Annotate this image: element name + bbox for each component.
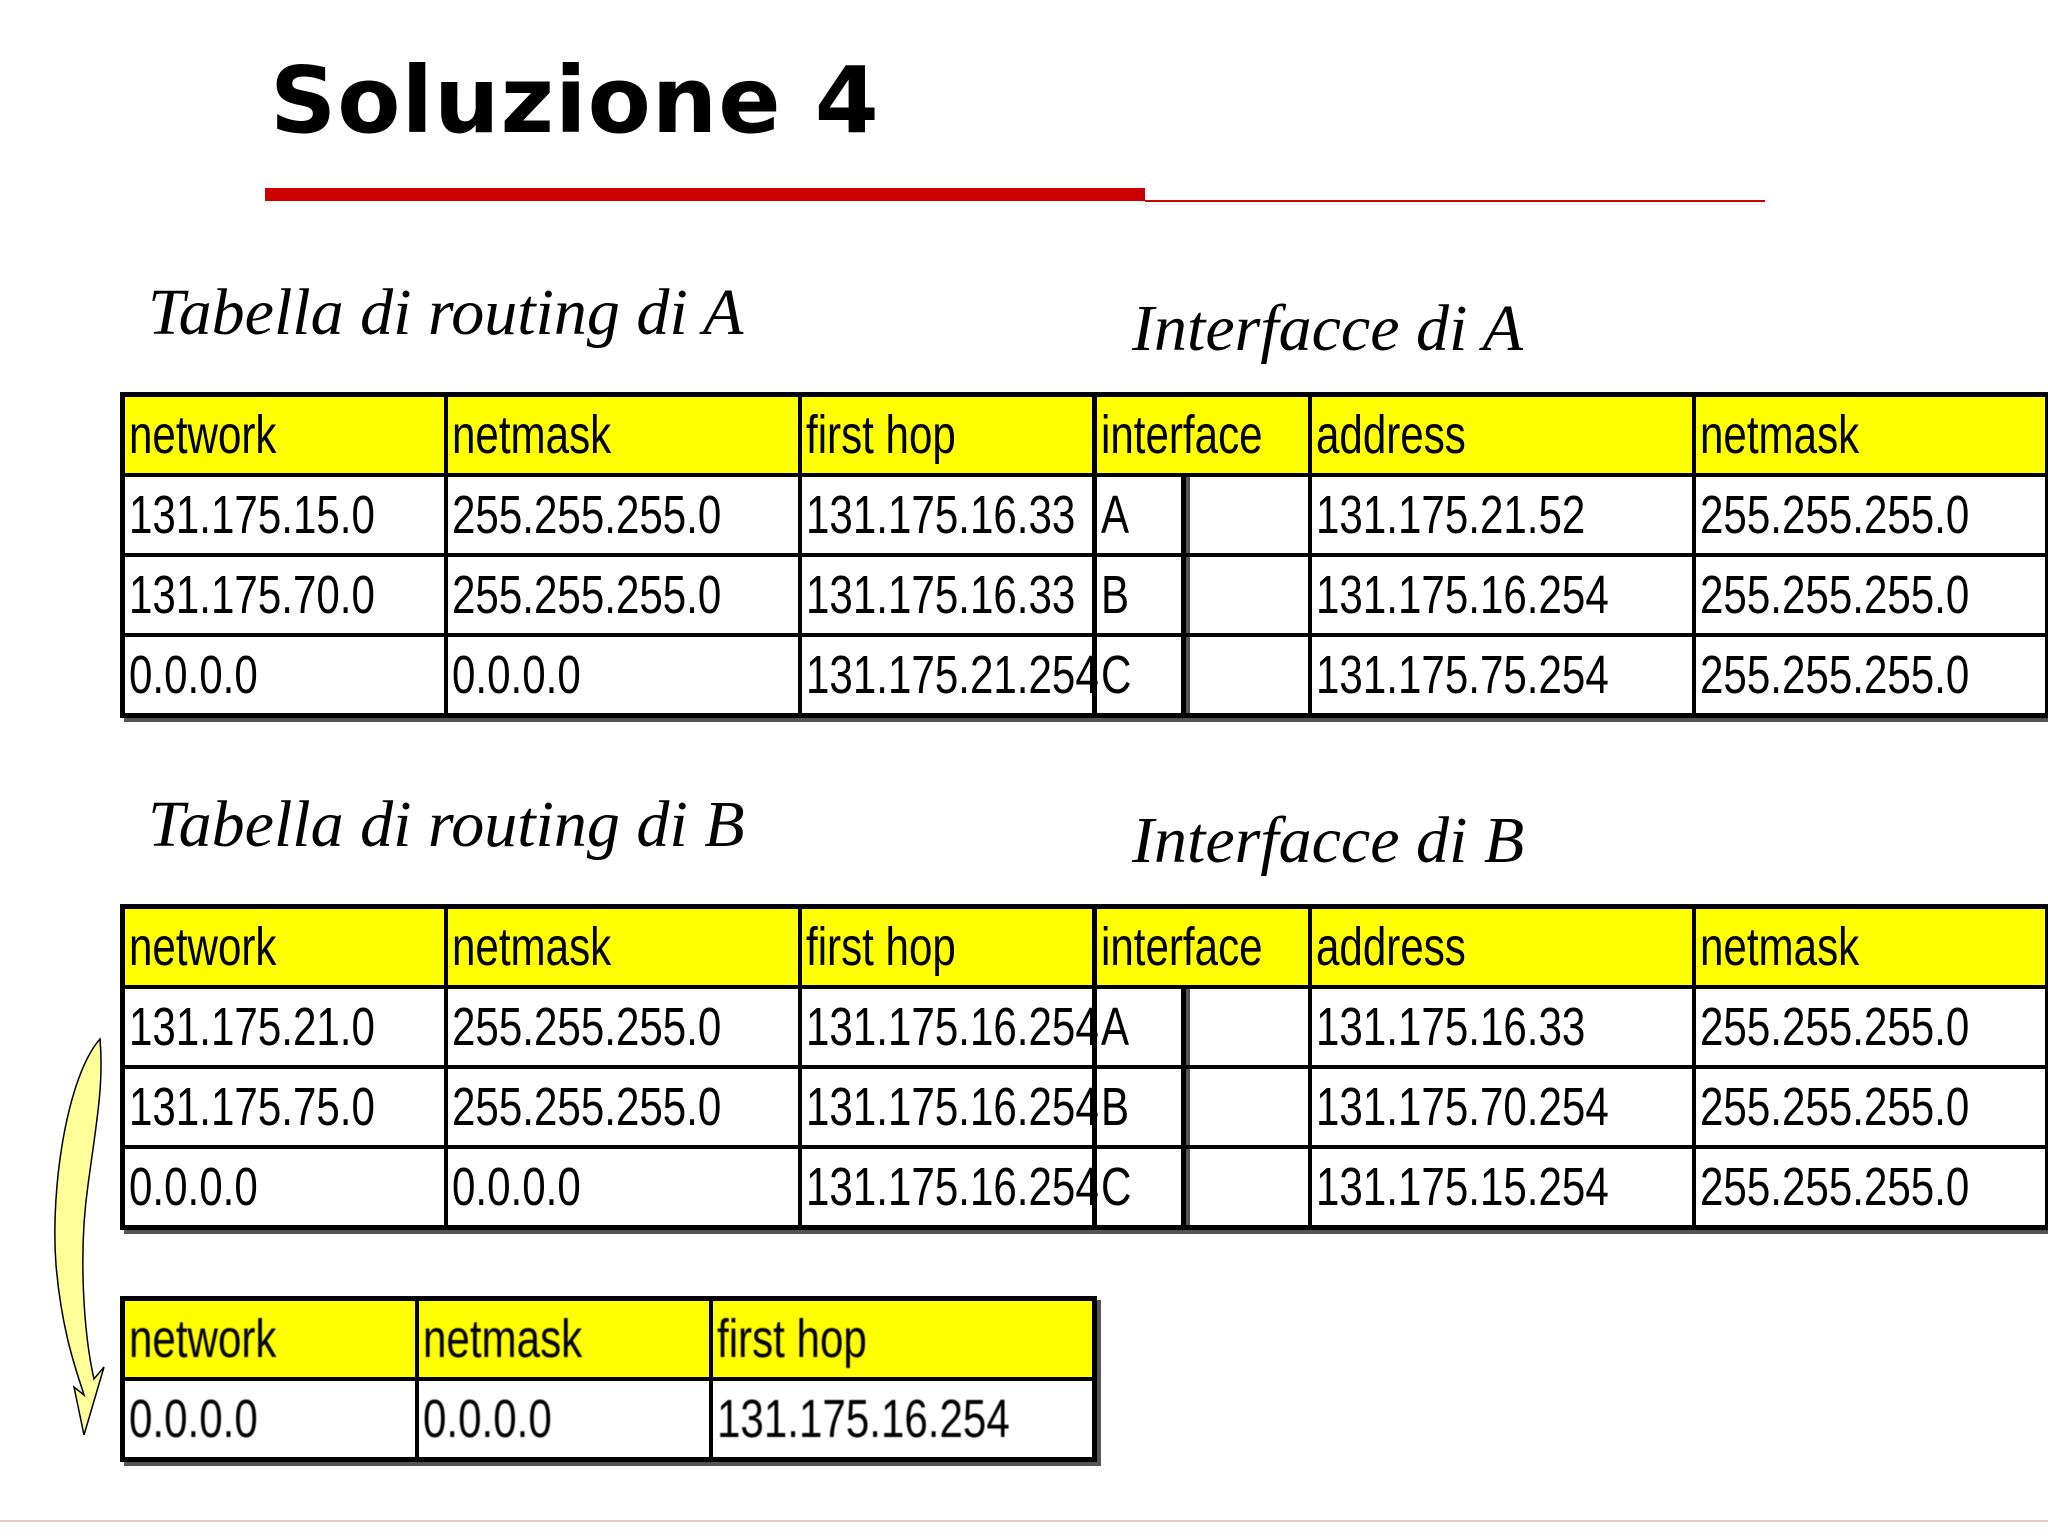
table-header-row xyxy=(123,907,1184,988)
table-cell: C xyxy=(1095,1147,1311,1228)
table-cell: 131.175.16.33 xyxy=(800,475,1184,555)
table-header-row xyxy=(1095,395,2048,476)
title-underline-thin xyxy=(1145,200,1765,202)
header-cell: netmask xyxy=(417,1299,711,1380)
table-cell: 255.255.255.0 xyxy=(1694,475,2048,555)
header-cell: netmask xyxy=(446,395,799,476)
table-header-row xyxy=(123,395,1184,476)
interfaces-table-b xyxy=(1092,904,2048,1230)
table-row xyxy=(123,635,1184,716)
header-cell: netmask xyxy=(1694,395,2048,476)
table-row xyxy=(123,1067,1184,1147)
table-cell: 0.0.0.0 xyxy=(123,1379,418,1460)
routing-table-b-caption: Tabella di routing di B xyxy=(148,788,745,861)
table-row xyxy=(1095,635,2048,716)
table-cell: 131.175.16.33 xyxy=(1310,987,1693,1067)
table-cell: 255.255.255.0 xyxy=(446,475,799,555)
routing-table-a xyxy=(120,392,1186,718)
table-cell: 0.0.0.0 xyxy=(417,1379,711,1460)
header-cell: address xyxy=(1310,395,1693,476)
table-row xyxy=(123,1147,1184,1228)
table-cell: 131.175.16.254 xyxy=(1310,555,1693,635)
table-cell: 131.175.16.254 xyxy=(800,1147,1184,1228)
header-cell: interface xyxy=(1095,907,1311,988)
table-cell: 131.175.16.33 xyxy=(800,555,1184,635)
table-cell: 131.175.21.52 xyxy=(1310,475,1693,555)
table-row xyxy=(1095,475,2048,555)
routing-table-b xyxy=(120,904,1186,1230)
curved-arrow-icon xyxy=(48,1035,118,1435)
table-cell: 255.255.255.0 xyxy=(1694,635,2048,716)
table-cell: 255.255.255.0 xyxy=(1694,1067,2048,1147)
header-cell: netmask xyxy=(446,907,799,988)
table-cell: 255.255.255.0 xyxy=(446,987,799,1067)
header-cell: first hop xyxy=(711,1299,1095,1380)
table-cell: 131.175.16.254 xyxy=(800,1067,1184,1147)
table-row xyxy=(1095,1067,2048,1147)
table-cell: 131.175.75.254 xyxy=(1310,635,1693,716)
table-row xyxy=(123,987,1184,1067)
footer-divider xyxy=(0,1520,2048,1522)
table-cell: C xyxy=(1095,635,1311,716)
routing-table-a-caption: Tabella di routing di A xyxy=(148,276,744,349)
table-cell: 131.175.70.254 xyxy=(1310,1067,1693,1147)
interfaces-table-a xyxy=(1092,392,2048,718)
table-cell: 131.175.15.254 xyxy=(1310,1147,1693,1228)
table-header-row xyxy=(1095,907,2048,988)
table-row xyxy=(1095,987,2048,1067)
table-cell: 255.255.255.0 xyxy=(1694,1147,2048,1228)
table-cell: 131.175.16.254 xyxy=(711,1379,1095,1460)
table-row xyxy=(123,555,1184,635)
header-cell: interface xyxy=(1095,395,1311,476)
table-cell: 131.175.21.0 xyxy=(123,987,447,1067)
interfaces-b-caption: Interfacce di B xyxy=(1132,804,1525,877)
table-cell: 0.0.0.0 xyxy=(123,1147,447,1228)
header-cell: netmask xyxy=(1694,907,2048,988)
table-cell: 255.255.255.0 xyxy=(1694,555,2048,635)
table-cell: 255.255.255.0 xyxy=(1694,987,2048,1067)
table-header-row xyxy=(123,1299,1095,1380)
table-cell: 0.0.0.0 xyxy=(446,635,799,716)
table-row xyxy=(123,475,1184,555)
title-underline-thick xyxy=(265,188,1145,201)
table-cell: 255.255.255.0 xyxy=(446,555,799,635)
header-cell: address xyxy=(1310,907,1693,988)
header-cell: first hop xyxy=(800,907,1184,988)
table-cell: 131.175.21.254 xyxy=(800,635,1184,716)
table-row xyxy=(1095,555,2048,635)
routing-table-b-simplified xyxy=(120,1296,1097,1462)
header-cell: network xyxy=(123,907,447,988)
table-row xyxy=(123,1379,1095,1460)
table-row xyxy=(1095,1147,2048,1228)
table-cell: 0.0.0.0 xyxy=(123,635,447,716)
table-cell: A xyxy=(1095,987,1311,1067)
table-cell: 131.175.75.0 xyxy=(123,1067,447,1147)
table-cell: 131.175.16.254 xyxy=(800,987,1184,1067)
header-cell: network xyxy=(123,1299,418,1380)
slide-title: Soluzione 4 xyxy=(270,47,880,154)
table-cell: 131.175.70.0 xyxy=(123,555,447,635)
table-cell: 131.175.15.0 xyxy=(123,475,447,555)
table-cell: B xyxy=(1095,1067,1311,1147)
interfaces-a-caption: Interfacce di A xyxy=(1132,292,1523,365)
table-cell: B xyxy=(1095,555,1311,635)
table-cell: A xyxy=(1095,475,1311,555)
header-cell: network xyxy=(123,395,447,476)
table-cell: 255.255.255.0 xyxy=(446,1067,799,1147)
table-cell: 0.0.0.0 xyxy=(446,1147,799,1228)
header-cell: first hop xyxy=(800,395,1184,476)
